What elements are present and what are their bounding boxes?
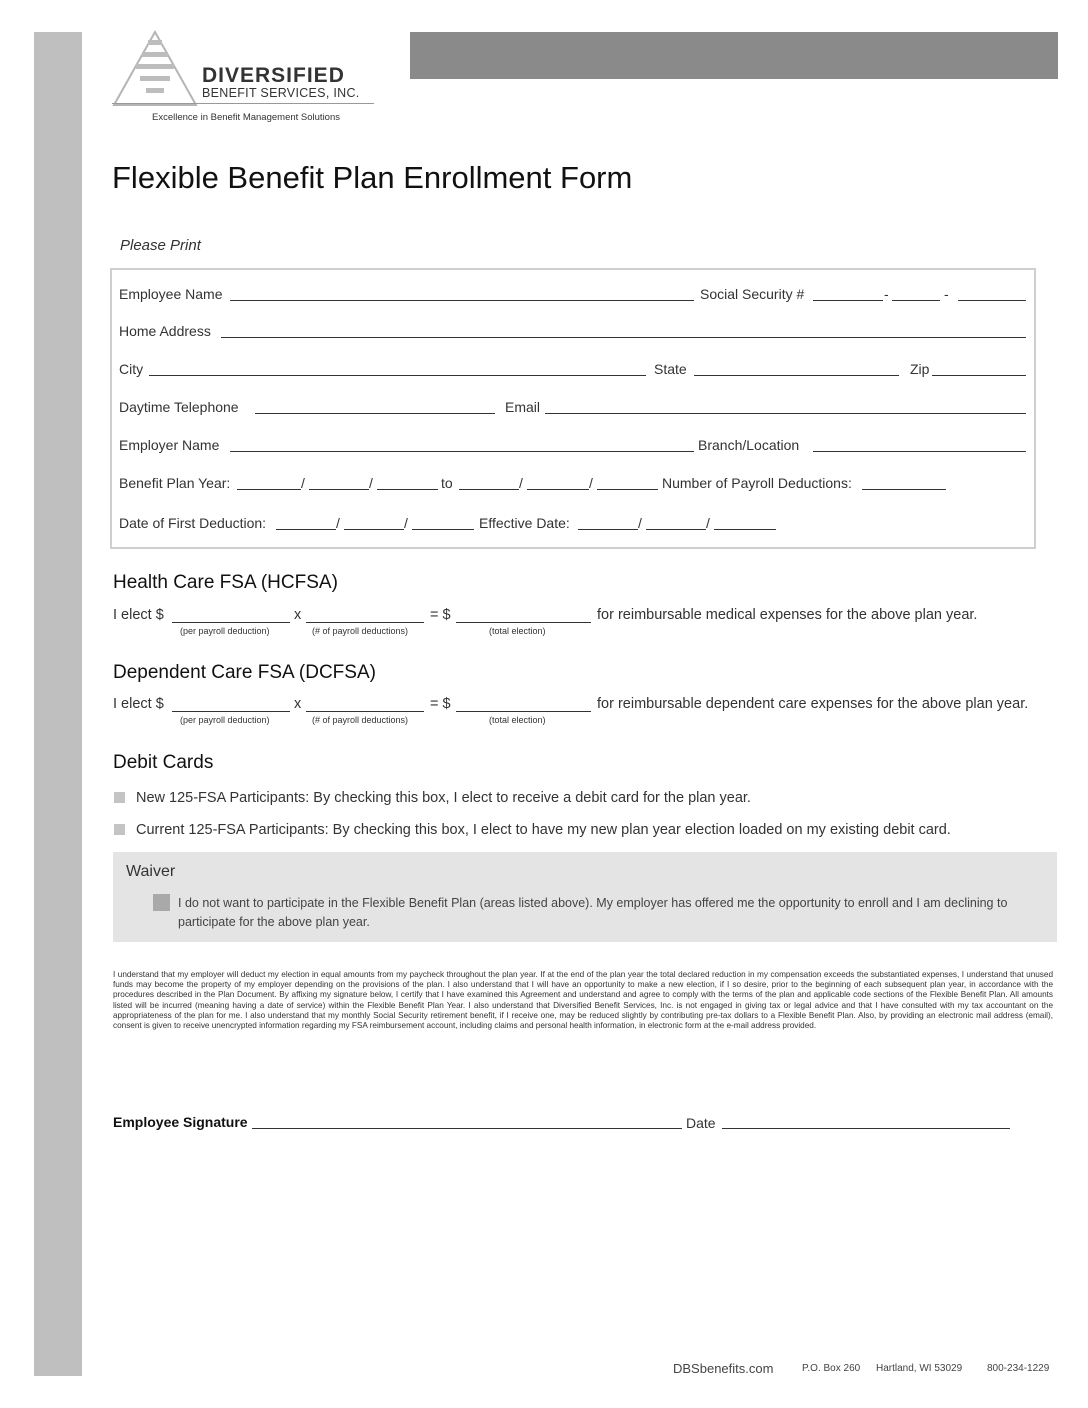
zip-field[interactable] bbox=[932, 375, 1026, 376]
dcfsa-total-field[interactable] bbox=[456, 711, 591, 712]
to-label: to bbox=[441, 475, 453, 491]
dcfsa-num-deductions-field[interactable] bbox=[306, 711, 424, 712]
ssn-part1-field[interactable] bbox=[813, 300, 883, 301]
date-slash: / bbox=[369, 475, 373, 491]
debit-cards-heading: Debit Cards bbox=[113, 752, 214, 773]
current-participant-checkbox[interactable] bbox=[114, 824, 125, 835]
hcfsa-total-field[interactable] bbox=[456, 622, 591, 623]
waiver-text: I do not want to participate in the Flexible Benefit Plan (areas listed above). My employer has offered me the opportunity to enroll and I am declining to participate for the above plan year. bbox=[178, 896, 1008, 929]
terms-fine-print: I understand that my employer will deduct my election in equal amounts from my paycheck throughout the plan year. If at the end of the plan year the total declared reduction in my compensation exceeds the substantiated expenses, I understand that unused funds may become the property of my employer depending on the provisions of the plan. I also understand that I will have an opportunity to make a new election, if I so desire, prior to the beginning of each subsequent plan year, in accordance with the procedures described in the Plan Document. By affixing my signature below, I certify that I have examined this Agreement and understand and agree to comply with the terms of the plan and applicable code sections of the Flexible Benefit Plan. All amounts listed will be incurred (meaning having a date of service) within the Flexible Benefit Plan Year. I also understand that Diversified Benefit Services, Inc. is not engaged in giving tax or legal advice and that I have consulted with my tax accountant on the appropriateness of the plan for me. I also understand that my monthly Social Security retirement benefit, if I receive one, may be reduced slightly by contributing pre-tax dollars to a Flexible Benefit Plan. Also, by providing an electronic mail address (email), consent is given to receive unencrypted information regarding my FSA reimbursement account, including claims and personal health information, in electronic form at the e-mail address provided. bbox=[113, 970, 1053, 1031]
header-accent-bar bbox=[410, 32, 1058, 79]
home-address-label: Home Address bbox=[119, 323, 211, 339]
please-print-note: Please Print bbox=[120, 237, 201, 254]
first-deduction-year-field[interactable] bbox=[412, 529, 474, 530]
email-label: Email bbox=[505, 399, 541, 415]
hcfsa-times: x bbox=[294, 607, 302, 623]
hcfsa-sub-total: (total election) bbox=[489, 626, 546, 636]
city-field[interactable] bbox=[149, 375, 646, 376]
employee-name-field[interactable] bbox=[230, 300, 694, 301]
hcfsa-sub-num: (# of payroll deductions) bbox=[312, 626, 409, 636]
effective-day-field[interactable] bbox=[646, 529, 706, 530]
date-slash: / bbox=[336, 515, 340, 531]
employer-name-field[interactable] bbox=[230, 451, 694, 452]
effective-date-label: Effective Date: bbox=[479, 515, 570, 531]
signature-date-field[interactable] bbox=[722, 1128, 1010, 1129]
dcfsa-sub-num: (# of payroll deductions) bbox=[312, 715, 409, 725]
waiver-checkbox[interactable] bbox=[153, 894, 170, 911]
footer-website: DBSbenefits.com bbox=[673, 1361, 774, 1376]
employer-name-label: Employer Name bbox=[119, 437, 220, 453]
state-field[interactable] bbox=[694, 375, 899, 376]
brand-tagline: Excellence in Benefit Management Solutions bbox=[152, 112, 341, 123]
dcfsa-heading: Dependent Care FSA (DCFSA) bbox=[113, 662, 376, 683]
ssn-part2-field[interactable] bbox=[892, 300, 940, 301]
employee-signature-field[interactable] bbox=[252, 1128, 682, 1129]
logo-divider bbox=[112, 103, 374, 104]
payroll-deductions-label: Number of Payroll Deductions: bbox=[662, 475, 852, 491]
branch-location-label: Branch/Location bbox=[698, 437, 800, 453]
company-logo bbox=[112, 30, 382, 130]
date-slash: / bbox=[638, 515, 642, 531]
ssn-dash-1: - bbox=[884, 286, 889, 302]
effective-month-field[interactable] bbox=[578, 529, 638, 530]
zip-label: Zip bbox=[910, 361, 930, 377]
dcfsa-per-deduction-field[interactable] bbox=[172, 711, 290, 712]
new-participant-checkbox[interactable] bbox=[114, 792, 125, 803]
effective-year-field[interactable] bbox=[714, 529, 776, 530]
daytime-telephone-field[interactable] bbox=[255, 413, 495, 414]
footer-city: Hartland, WI 53029 bbox=[876, 1363, 963, 1374]
page-title: Flexible Benefit Plan Enrollment Form bbox=[112, 160, 633, 195]
plan-start-day-field[interactable] bbox=[309, 489, 369, 490]
plan-end-day-field[interactable] bbox=[527, 489, 589, 490]
first-deduction-label: Date of First Deduction: bbox=[119, 515, 267, 531]
state-label: State bbox=[654, 361, 687, 377]
dcfsa-description: for reimbursable dependent care expenses for the above plan year. bbox=[597, 696, 1029, 712]
ssn-label: Social Security # bbox=[700, 286, 805, 302]
dcfsa-elect-label: I elect $ bbox=[113, 696, 164, 712]
first-deduction-month-field[interactable] bbox=[276, 529, 336, 530]
city-label: City bbox=[119, 361, 144, 377]
dcfsa-sub-per: (per payroll deduction) bbox=[180, 715, 270, 725]
plan-end-year-field[interactable] bbox=[597, 489, 658, 490]
waiver-panel bbox=[113, 852, 1057, 942]
side-accent-bar bbox=[34, 32, 82, 1376]
plan-start-year-field[interactable] bbox=[377, 489, 438, 490]
hcfsa-per-deduction-field[interactable] bbox=[172, 622, 290, 623]
date-slash: / bbox=[706, 515, 710, 531]
hcfsa-heading: Health Care FSA (HCFSA) bbox=[113, 572, 338, 593]
hcfsa-elect-label: I elect $ bbox=[113, 607, 164, 623]
ssn-dash-2: - bbox=[944, 286, 949, 302]
branch-location-field[interactable] bbox=[813, 451, 1026, 452]
daytime-telephone-label: Daytime Telephone bbox=[119, 399, 239, 415]
new-participant-text: New 125-FSA Participants: By checking this box, I elect to receive a debit card for the plan year. bbox=[136, 790, 751, 806]
footer-phone: 800-234-1229 bbox=[987, 1363, 1050, 1374]
benefit-plan-year-label: Benefit Plan Year: bbox=[119, 475, 231, 491]
footer-po-box: P.O. Box 260 bbox=[802, 1363, 861, 1374]
hcfsa-equals: = $ bbox=[430, 607, 451, 623]
date-slash: / bbox=[589, 475, 593, 491]
ssn-part3-field[interactable] bbox=[958, 300, 1026, 301]
employee-info-box bbox=[110, 268, 1036, 549]
hcfsa-sub-per: (per payroll deduction) bbox=[180, 626, 270, 636]
payroll-deductions-field[interactable] bbox=[862, 489, 946, 490]
plan-start-month-field[interactable] bbox=[237, 489, 301, 490]
hcfsa-description: for reimbursable medical expenses for the above plan year. bbox=[597, 607, 978, 623]
brand-name: DIVERSIFIED bbox=[202, 64, 345, 87]
waiver-heading: Waiver bbox=[126, 863, 176, 880]
hcfsa-num-deductions-field[interactable] bbox=[306, 622, 424, 623]
current-participant-text: Current 125-FSA Participants: By checking this box, I elect to have my new plan year election loaded on my existing debit card. bbox=[136, 822, 951, 838]
employee-name-label: Employee Name bbox=[119, 286, 223, 302]
email-field[interactable] bbox=[545, 413, 1026, 414]
dcfsa-times: x bbox=[294, 696, 302, 712]
dcfsa-sub-total: (total election) bbox=[489, 715, 546, 725]
signature-date-label: Date bbox=[686, 1115, 716, 1131]
date-slash: / bbox=[301, 475, 305, 491]
dcfsa-equals: = $ bbox=[430, 696, 451, 712]
first-deduction-day-field[interactable] bbox=[344, 529, 404, 530]
date-slash: / bbox=[519, 475, 523, 491]
plan-end-month-field[interactable] bbox=[459, 489, 519, 490]
home-address-field[interactable] bbox=[221, 337, 1026, 338]
date-slash: / bbox=[404, 515, 408, 531]
pyramid-logo-icon bbox=[112, 30, 198, 110]
brand-subtitle: BENEFIT SERVICES, INC. bbox=[202, 86, 360, 100]
employee-signature-label: Employee Signature bbox=[113, 1114, 248, 1130]
